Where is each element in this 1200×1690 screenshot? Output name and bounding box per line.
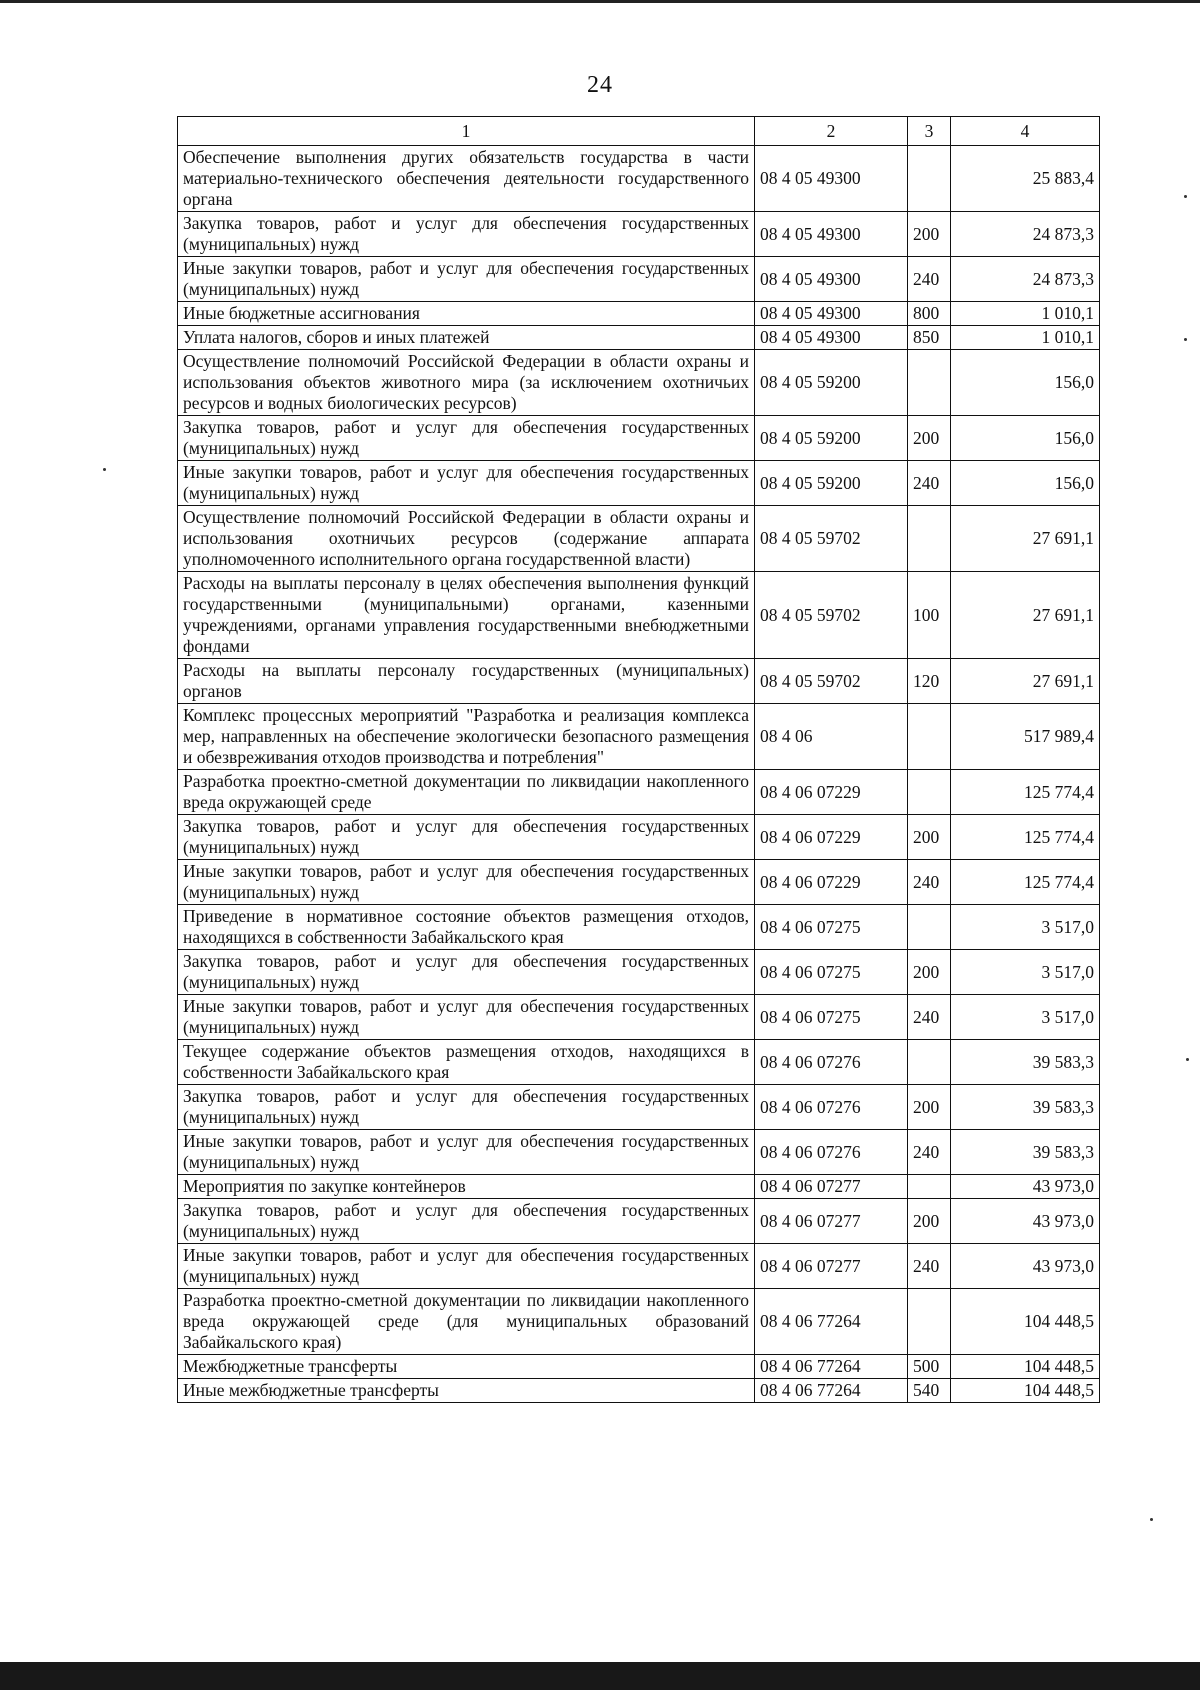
row-name-cell: Обеспечение выполнения других обязательств государства в части материально-технического обеспечения деятельности государственного органа bbox=[178, 146, 755, 212]
row-expense-type-cell: 500 bbox=[908, 1355, 951, 1379]
row-expense-type-cell: 240 bbox=[908, 995, 951, 1040]
row-expense-type-cell: 540 bbox=[908, 1379, 951, 1403]
row-expense-type-cell bbox=[908, 1175, 951, 1199]
row-expense-type-cell: 850 bbox=[908, 326, 951, 350]
row-expense-type-cell: 240 bbox=[908, 1130, 951, 1175]
row-expense-type-cell: 200 bbox=[908, 212, 951, 257]
row-code-cell: 08 4 06 07276 bbox=[755, 1085, 908, 1130]
top-scan-border bbox=[0, 0, 1200, 3]
row-code-cell: 08 4 05 49300 bbox=[755, 302, 908, 326]
budget-table bbox=[177, 116, 1100, 1403]
row-amount-cell: 104 448,5 bbox=[951, 1379, 1100, 1403]
row-code-cell: 08 4 06 07275 bbox=[755, 950, 908, 995]
table-row bbox=[178, 1379, 1100, 1403]
row-amount-cell: 125 774,4 bbox=[951, 815, 1100, 860]
header-col-3: 3 bbox=[908, 117, 951, 146]
table-body bbox=[178, 146, 1100, 1403]
row-expense-type-cell: 240 bbox=[908, 461, 951, 506]
header-col-2: 2 bbox=[755, 117, 908, 146]
row-amount-cell: 1 010,1 bbox=[951, 302, 1100, 326]
table-row bbox=[178, 1244, 1100, 1289]
table-row bbox=[178, 146, 1100, 212]
row-code-cell: 08 4 05 49300 bbox=[755, 212, 908, 257]
row-amount-cell: 517 989,4 bbox=[951, 704, 1100, 770]
table-row bbox=[178, 815, 1100, 860]
table-row bbox=[178, 302, 1100, 326]
row-amount-cell: 156,0 bbox=[951, 461, 1100, 506]
row-expense-type-cell: 200 bbox=[908, 1199, 951, 1244]
table-row bbox=[178, 506, 1100, 572]
row-code-cell: 08 4 06 07275 bbox=[755, 905, 908, 950]
row-amount-cell: 3 517,0 bbox=[951, 995, 1100, 1040]
row-name-cell: Иные закупки товаров, работ и услуг для обеспечения государственных (муниципальных) нужд bbox=[178, 1244, 755, 1289]
table-row bbox=[178, 257, 1100, 302]
row-code-cell: 08 4 06 07276 bbox=[755, 1040, 908, 1085]
row-amount-cell: 27 691,1 bbox=[951, 659, 1100, 704]
row-expense-type-cell: 100 bbox=[908, 572, 951, 659]
scan-speck bbox=[1184, 338, 1187, 341]
row-code-cell: 08 4 06 07229 bbox=[755, 860, 908, 905]
row-expense-type-cell: 200 bbox=[908, 1085, 951, 1130]
table-row bbox=[178, 416, 1100, 461]
row-amount-cell: 39 583,3 bbox=[951, 1130, 1100, 1175]
row-amount-cell: 3 517,0 bbox=[951, 950, 1100, 995]
row-amount-cell: 43 973,0 bbox=[951, 1175, 1100, 1199]
table-row bbox=[178, 1199, 1100, 1244]
row-amount-cell: 39 583,3 bbox=[951, 1040, 1100, 1085]
table-row bbox=[178, 1175, 1100, 1199]
row-amount-cell: 1 010,1 bbox=[951, 326, 1100, 350]
row-expense-type-cell: 200 bbox=[908, 815, 951, 860]
row-name-cell: Иные закупки товаров, работ и услуг для обеспечения государственных (муниципальных) нужд bbox=[178, 461, 755, 506]
table-row bbox=[178, 1355, 1100, 1379]
scan-speck bbox=[103, 468, 106, 471]
row-name-cell: Иные межбюджетные трансферты bbox=[178, 1379, 755, 1403]
row-amount-cell: 104 448,5 bbox=[951, 1289, 1100, 1355]
header-col-1: 1 bbox=[178, 117, 755, 146]
row-amount-cell: 156,0 bbox=[951, 416, 1100, 461]
row-name-cell: Закупка товаров, работ и услуг для обеспечения государственных (муниципальных) нужд bbox=[178, 950, 755, 995]
row-expense-type-cell: 120 bbox=[908, 659, 951, 704]
table-row bbox=[178, 950, 1100, 995]
row-name-cell: Межбюджетные трансферты bbox=[178, 1355, 755, 1379]
row-expense-type-cell bbox=[908, 350, 951, 416]
table-row bbox=[178, 860, 1100, 905]
row-amount-cell: 27 691,1 bbox=[951, 506, 1100, 572]
table-row bbox=[178, 326, 1100, 350]
row-expense-type-cell bbox=[908, 770, 951, 815]
row-expense-type-cell: 240 bbox=[908, 257, 951, 302]
row-code-cell: 08 4 05 59200 bbox=[755, 416, 908, 461]
row-name-cell: Текущее содержание объектов размещения отходов, находящихся в собственности Забайкальского края bbox=[178, 1040, 755, 1085]
row-code-cell: 08 4 06 bbox=[755, 704, 908, 770]
row-expense-type-cell bbox=[908, 506, 951, 572]
scan-speck bbox=[1150, 1518, 1153, 1521]
row-code-cell: 08 4 05 59702 bbox=[755, 659, 908, 704]
row-name-cell: Закупка товаров, работ и услуг для обеспечения государственных (муниципальных) нужд bbox=[178, 815, 755, 860]
row-code-cell: 08 4 06 07229 bbox=[755, 815, 908, 860]
table-row bbox=[178, 1040, 1100, 1085]
row-name-cell: Расходы на выплаты персоналу в целях обеспечения выполнения функций государственными (муниципальными) органами, казенными учреждениями, органами управления государственными внебюджетными фондами bbox=[178, 572, 755, 659]
bottom-scan-border bbox=[0, 1662, 1200, 1690]
table-header bbox=[178, 117, 1100, 146]
row-expense-type-cell bbox=[908, 146, 951, 212]
row-amount-cell: 27 691,1 bbox=[951, 572, 1100, 659]
table-row bbox=[178, 572, 1100, 659]
row-name-cell: Иные бюджетные ассигнования bbox=[178, 302, 755, 326]
row-name-cell: Иные закупки товаров, работ и услуг для обеспечения государственных (муниципальных) нужд bbox=[178, 257, 755, 302]
row-code-cell: 08 4 05 59200 bbox=[755, 350, 908, 416]
row-name-cell: Иные закупки товаров, работ и услуг для обеспечения государственных (муниципальных) нужд bbox=[178, 1130, 755, 1175]
row-code-cell: 08 4 05 49300 bbox=[755, 326, 908, 350]
row-amount-cell: 125 774,4 bbox=[951, 770, 1100, 815]
row-name-cell: Комплекс процессных мероприятий "Разработка и реализация комплекса мер, направленных на обеспечение экологически безопасного размещения и обезвреживания отходов производства и потребления" bbox=[178, 704, 755, 770]
table-row bbox=[178, 1130, 1100, 1175]
row-name-cell: Осуществление полномочий Российской Федерации в области охраны и использования охотничьих ресурсов (содержание аппарата уполномоченного исполнительного органа государственной власти) bbox=[178, 506, 755, 572]
row-name-cell: Закупка товаров, работ и услуг для обеспечения государственных (муниципальных) нужд bbox=[178, 1085, 755, 1130]
table-row bbox=[178, 704, 1100, 770]
row-expense-type-cell bbox=[908, 704, 951, 770]
header-col-4: 4 bbox=[951, 117, 1100, 146]
row-code-cell: 08 4 06 77264 bbox=[755, 1379, 908, 1403]
row-code-cell: 08 4 06 07277 bbox=[755, 1175, 908, 1199]
row-expense-type-cell: 200 bbox=[908, 950, 951, 995]
scan-speck bbox=[1186, 1058, 1189, 1061]
table-row bbox=[178, 461, 1100, 506]
row-code-cell: 08 4 06 07276 bbox=[755, 1130, 908, 1175]
row-amount-cell: 25 883,4 bbox=[951, 146, 1100, 212]
row-expense-type-cell bbox=[908, 1289, 951, 1355]
table-row bbox=[178, 995, 1100, 1040]
row-name-cell: Закупка товаров, работ и услуг для обеспечения государственных (муниципальных) нужд bbox=[178, 416, 755, 461]
row-code-cell: 08 4 06 07277 bbox=[755, 1244, 908, 1289]
row-amount-cell: 43 973,0 bbox=[951, 1244, 1100, 1289]
row-code-cell: 08 4 05 49300 bbox=[755, 257, 908, 302]
row-code-cell: 08 4 06 77264 bbox=[755, 1355, 908, 1379]
table-row bbox=[178, 212, 1100, 257]
row-code-cell: 08 4 06 07277 bbox=[755, 1199, 908, 1244]
row-expense-type-cell: 240 bbox=[908, 1244, 951, 1289]
row-amount-cell: 125 774,4 bbox=[951, 860, 1100, 905]
row-expense-type-cell: 800 bbox=[908, 302, 951, 326]
row-code-cell: 08 4 05 49300 bbox=[755, 146, 908, 212]
row-expense-type-cell: 240 bbox=[908, 860, 951, 905]
row-name-cell: Разработка проектно-сметной документации по ликвидации накопленного вреда окружающей среде (для муниципальных образований Забайкальского края) bbox=[178, 1289, 755, 1355]
table-row bbox=[178, 905, 1100, 950]
row-code-cell: 08 4 05 59702 bbox=[755, 572, 908, 659]
row-code-cell: 08 4 06 07275 bbox=[755, 995, 908, 1040]
row-expense-type-cell bbox=[908, 1040, 951, 1085]
table-row bbox=[178, 1289, 1100, 1355]
row-code-cell: 08 4 06 77264 bbox=[755, 1289, 908, 1355]
row-amount-cell: 104 448,5 bbox=[951, 1355, 1100, 1379]
page-number: 24 bbox=[587, 72, 613, 98]
row-amount-cell: 39 583,3 bbox=[951, 1085, 1100, 1130]
row-code-cell: 08 4 06 07229 bbox=[755, 770, 908, 815]
row-name-cell: Осуществление полномочий Российской Федерации в области охраны и использования объектов животного мира (за исключением охотничьих ресурсов и водных биологических ресурсов) bbox=[178, 350, 755, 416]
row-amount-cell: 24 873,3 bbox=[951, 212, 1100, 257]
row-name-cell: Расходы на выплаты персоналу государственных (муниципальных) органов bbox=[178, 659, 755, 704]
row-name-cell: Закупка товаров, работ и услуг для обеспечения государственных (муниципальных) нужд bbox=[178, 1199, 755, 1244]
row-amount-cell: 3 517,0 bbox=[951, 905, 1100, 950]
row-code-cell: 08 4 05 59702 bbox=[755, 506, 908, 572]
row-code-cell: 08 4 05 59200 bbox=[755, 461, 908, 506]
row-amount-cell: 24 873,3 bbox=[951, 257, 1100, 302]
header-row bbox=[178, 117, 1100, 146]
row-name-cell: Иные закупки товаров, работ и услуг для обеспечения государственных (муниципальных) нужд bbox=[178, 860, 755, 905]
table-row bbox=[178, 770, 1100, 815]
row-name-cell: Мероприятия по закупке контейнеров bbox=[178, 1175, 755, 1199]
table-row bbox=[178, 1085, 1100, 1130]
row-name-cell: Закупка товаров, работ и услуг для обеспечения государственных (муниципальных) нужд bbox=[178, 212, 755, 257]
table-row bbox=[178, 350, 1100, 416]
row-name-cell: Приведение в нормативное состояние объектов размещения отходов, находящихся в собственности Забайкальского края bbox=[178, 905, 755, 950]
scan-speck bbox=[1184, 195, 1187, 198]
row-name-cell: Разработка проектно-сметной документации по ликвидации накопленного вреда окружающей среде bbox=[178, 770, 755, 815]
row-amount-cell: 43 973,0 bbox=[951, 1199, 1100, 1244]
row-expense-type-cell: 200 bbox=[908, 416, 951, 461]
row-amount-cell: 156,0 bbox=[951, 350, 1100, 416]
table-row bbox=[178, 659, 1100, 704]
row-name-cell: Уплата налогов, сборов и иных платежей bbox=[178, 326, 755, 350]
row-expense-type-cell bbox=[908, 905, 951, 950]
row-name-cell: Иные закупки товаров, работ и услуг для обеспечения государственных (муниципальных) нужд bbox=[178, 995, 755, 1040]
